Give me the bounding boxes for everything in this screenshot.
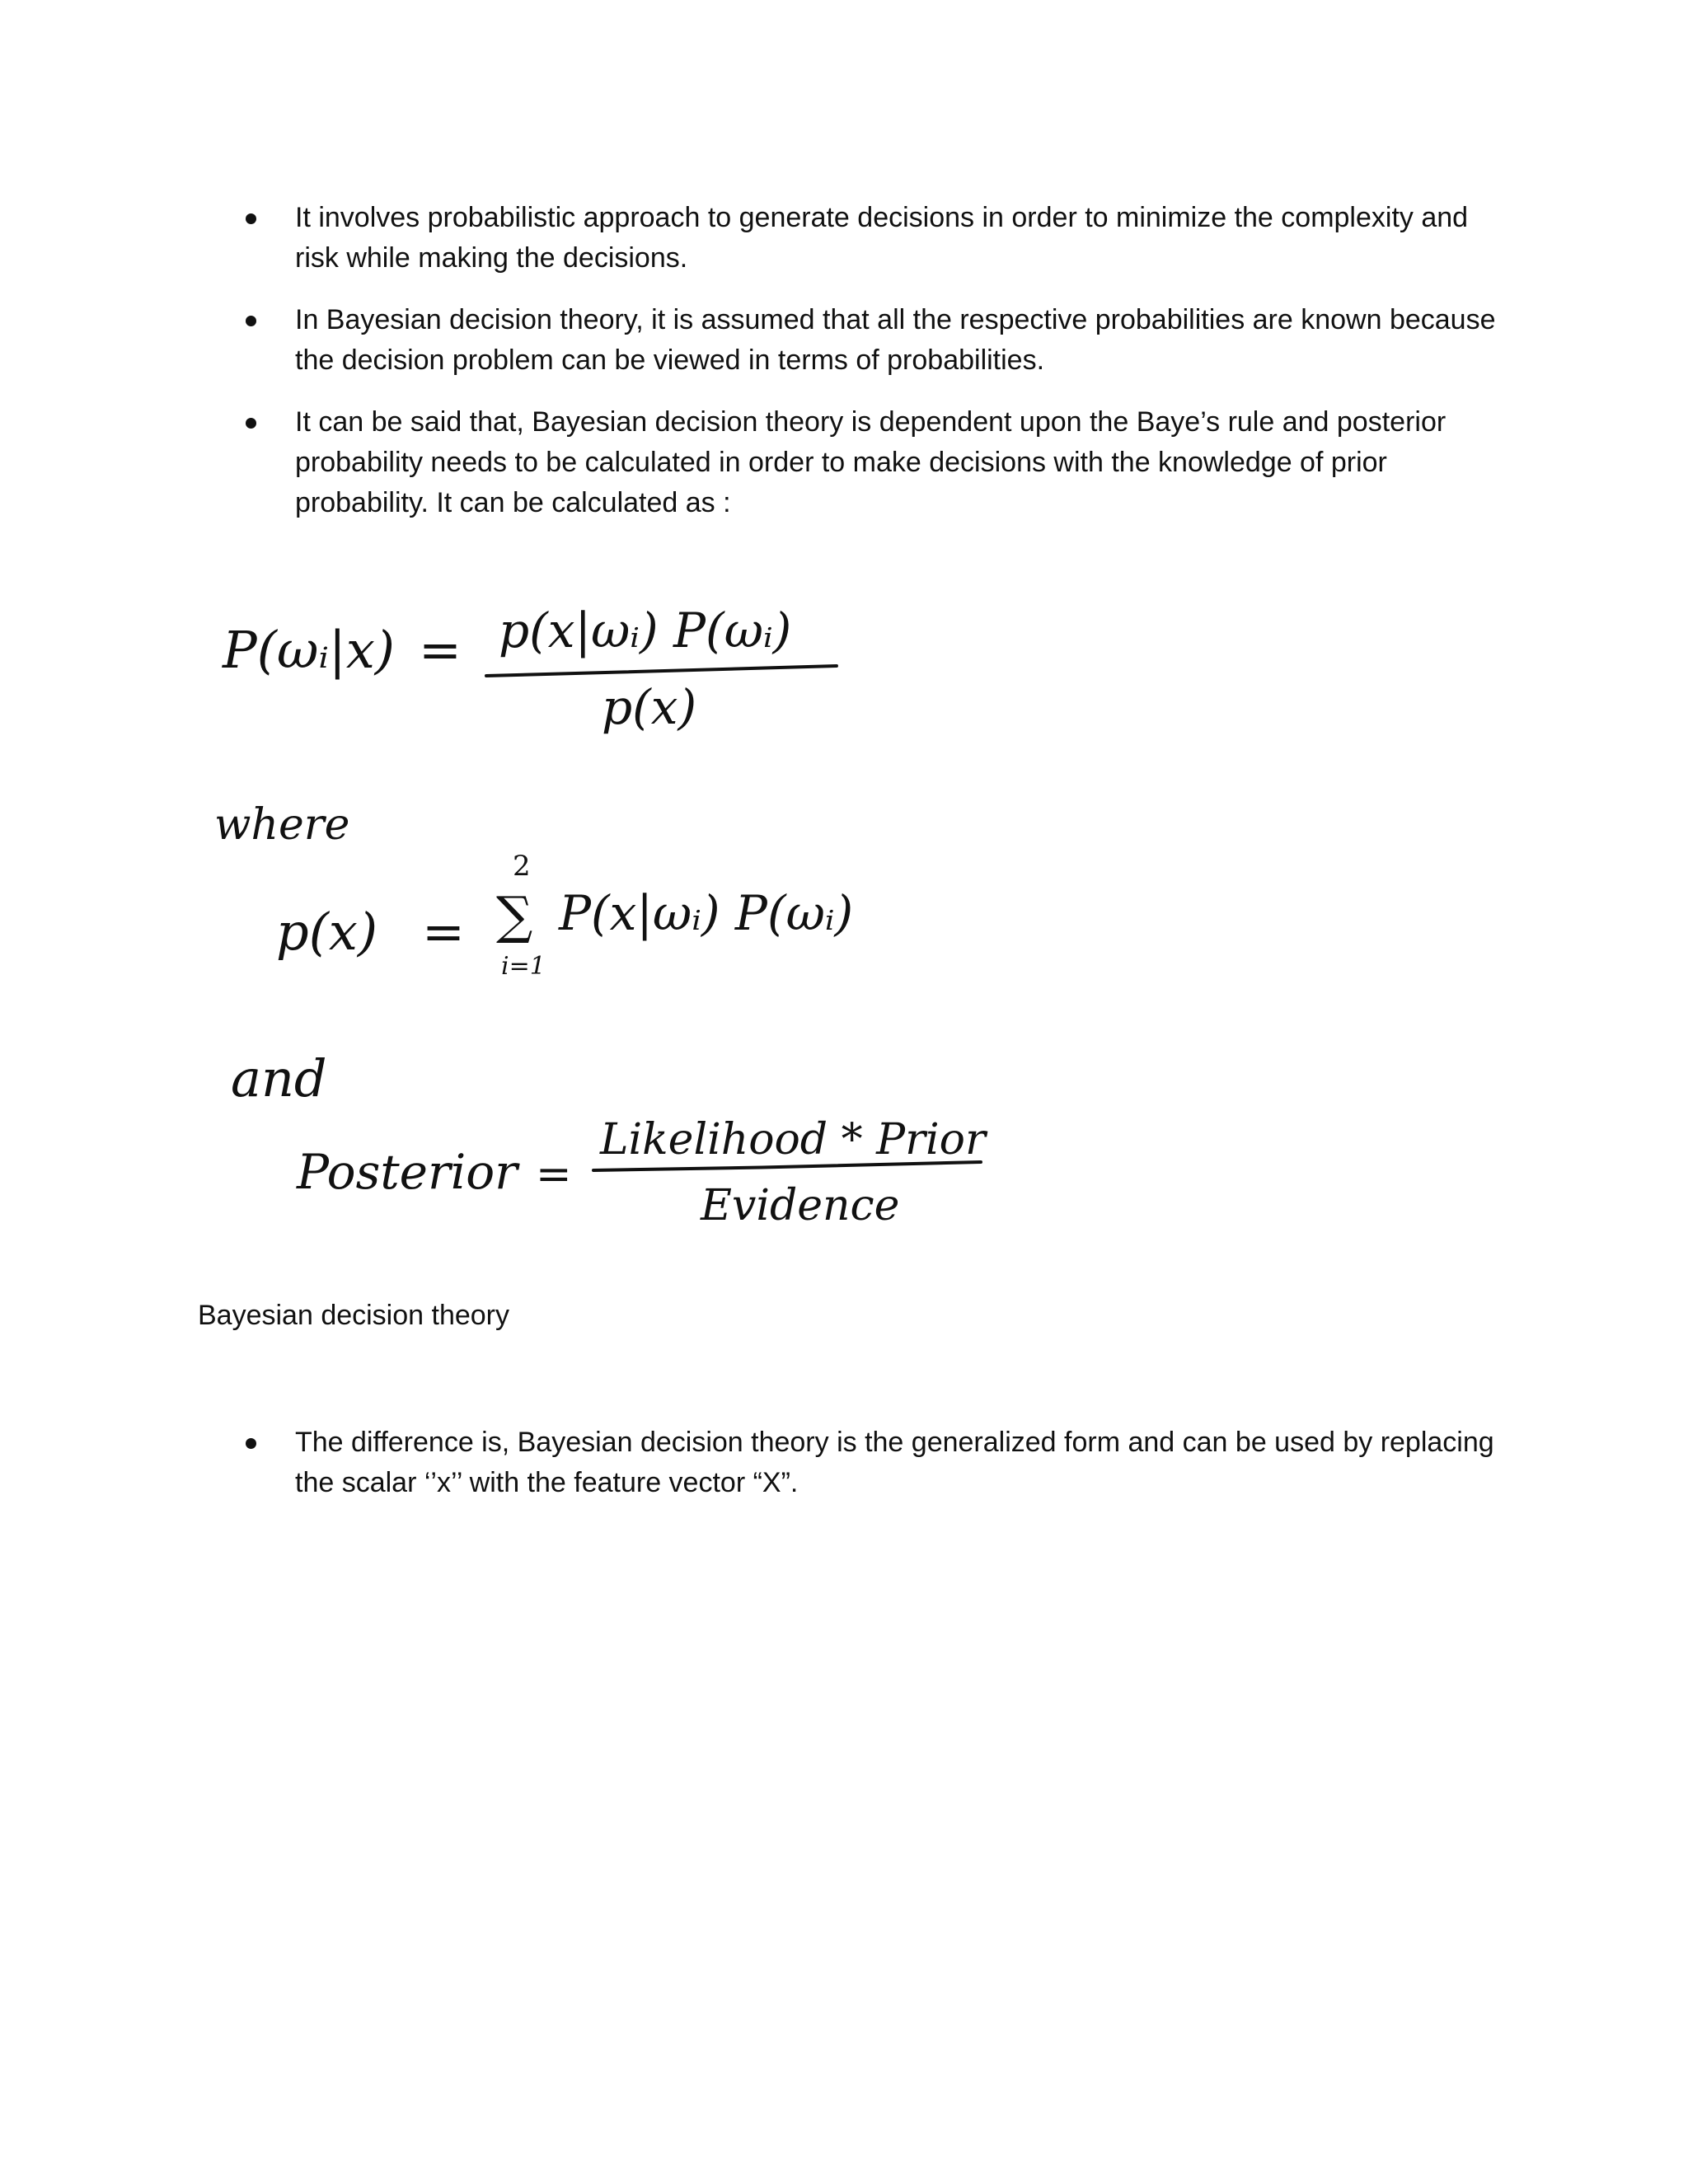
eq1-equals: = — [419, 620, 462, 680]
bullet-dot-icon — [246, 1438, 256, 1449]
eq2-sigma: ∑ — [496, 885, 533, 945]
bullet-text: It involves probabilistic approach to generate decisions in order to minimize the complexity and risk while making the decisions. — [295, 202, 1469, 274]
list-item — [239, 198, 1508, 279]
list-item — [239, 1422, 1508, 1503]
posterior-equation — [296, 1115, 988, 1230]
eq3-numerator: Likelihood * Prior — [600, 1115, 986, 1165]
eq1-lhs: P(ωᵢ|x) — [223, 620, 395, 680]
list-item — [239, 300, 1508, 381]
list-item — [239, 402, 1508, 523]
bullet-list-intro — [239, 198, 1508, 545]
eq3-equals: = — [536, 1150, 572, 1199]
eq2-lhs: p(x) — [276, 902, 378, 962]
bullet-text: In Bayesian decision theory, it is assumed that all the respective probabilities are known because the decision problem can be viewed in terms of probabilities. — [295, 304, 1496, 376]
bullet-dot-icon — [246, 213, 256, 224]
eq2-sum-lower: i=1 — [501, 952, 546, 981]
bayes-rule-equation — [222, 602, 837, 735]
where-label: where — [214, 800, 350, 850]
and-label: and — [231, 1048, 327, 1108]
eq3-lhs: Posterior — [297, 1144, 518, 1200]
evidence-equation — [276, 850, 853, 981]
bullet-text: It can be said that, Bayesian decision theory is dependent upon the Baye’s rule and posterior probability needs to be calculated in order to make decisions with the knowledge of prior probability. It can be calculated as : — [295, 406, 1447, 518]
eq2-rhs: P(x|ωᵢ) P(ωᵢ) — [559, 885, 854, 941]
handwritten-formulas-image — [206, 593, 1030, 1253]
bullet-text: The difference is, Bayesian decision theory is the generalized form and can be used by replacing the scalar ‘’x’’ with the feature vector “X”. — [295, 1427, 1494, 1498]
eq3-denominator: Evidence — [701, 1181, 900, 1230]
eq2-equals: = — [422, 902, 465, 962]
bullet-dot-icon — [246, 418, 256, 429]
caption-text: Bayesian decision theory — [198, 1300, 510, 1331]
eq1-numerator: p(x|ωᵢ) P(ωᵢ) — [499, 602, 792, 658]
bullet-list-difference — [239, 1422, 1508, 1525]
eq2-sum-upper: 2 — [513, 850, 531, 883]
eq1-denominator: p(x) — [602, 679, 697, 735]
bullet-dot-icon — [246, 316, 256, 326]
eq1-fraction-bar — [486, 666, 837, 676]
